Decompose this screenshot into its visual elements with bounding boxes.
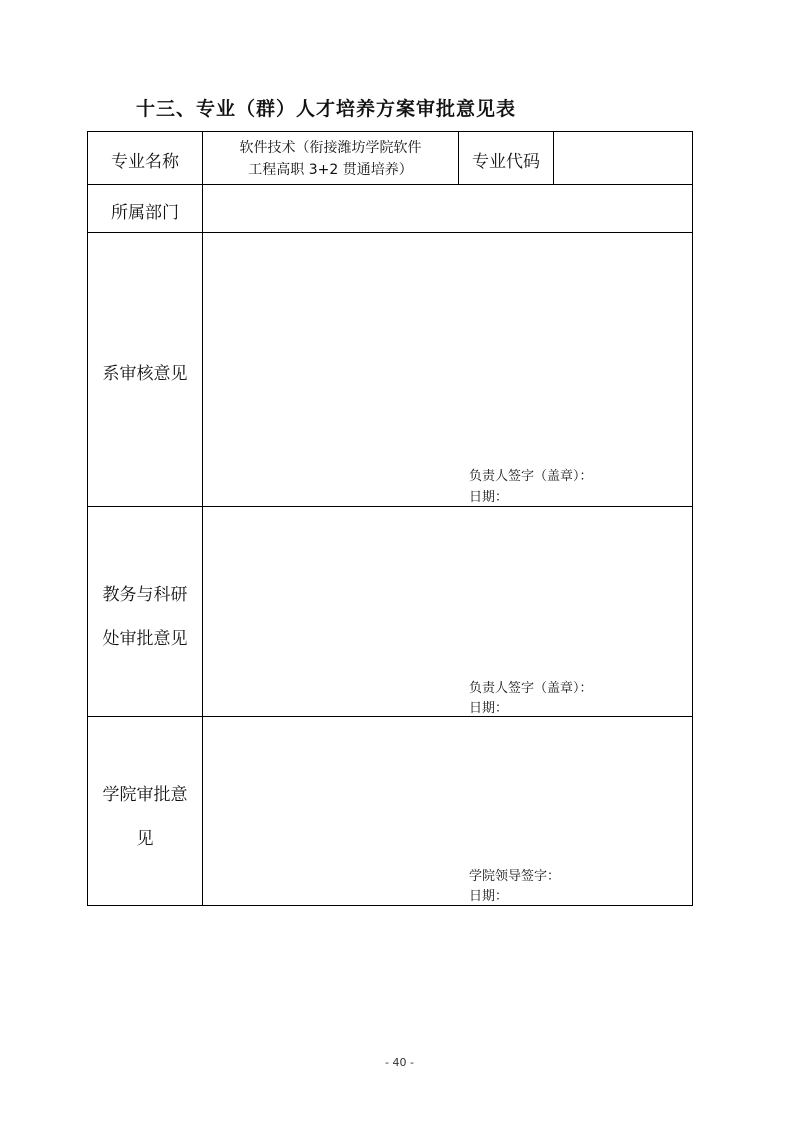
page-title: 十三、专业（群）人才培养方案审批意见表 — [136, 98, 517, 120]
row-divider — [88, 184, 692, 185]
row-divider — [88, 232, 692, 233]
dept-review-signature-label: 负责人签字（盖章）： — [469, 469, 593, 484]
page-number: - 40 - — [385, 1056, 414, 1069]
dept-review-date-label: 日期： — [469, 490, 509, 505]
row-divider — [88, 506, 692, 507]
approval-form-table — [87, 131, 693, 906]
major-name-value-line1: 软件技术（衔接潍坊学院软件 — [239, 140, 422, 156]
college-review-signature-label: 学院领导签字： — [469, 869, 561, 884]
academic-review-date-label: 日期： — [469, 701, 509, 716]
major-name-value-line2: 工程高职 3+2 贯通培养） — [248, 162, 413, 178]
row-divider — [88, 716, 692, 717]
college-review-label-line2: 见 — [136, 829, 154, 849]
college-review-date-label: 日期： — [469, 889, 509, 904]
department-label: 所属部门 — [111, 203, 179, 223]
academic-review-label-line2: 处审批意见 — [102, 629, 188, 649]
dept-review-label: 系审核意见 — [102, 364, 188, 384]
academic-review-label-line1: 教务与科研 — [102, 585, 188, 605]
academic-review-signature-label: 负责人签字（盖章）： — [469, 681, 593, 696]
column-divider — [553, 132, 554, 184]
column-divider — [202, 132, 203, 905]
major-name-label: 专业名称 — [111, 152, 179, 172]
major-code-label: 专业代码 — [472, 152, 540, 172]
college-review-label-line1: 学院审批意 — [102, 785, 188, 805]
